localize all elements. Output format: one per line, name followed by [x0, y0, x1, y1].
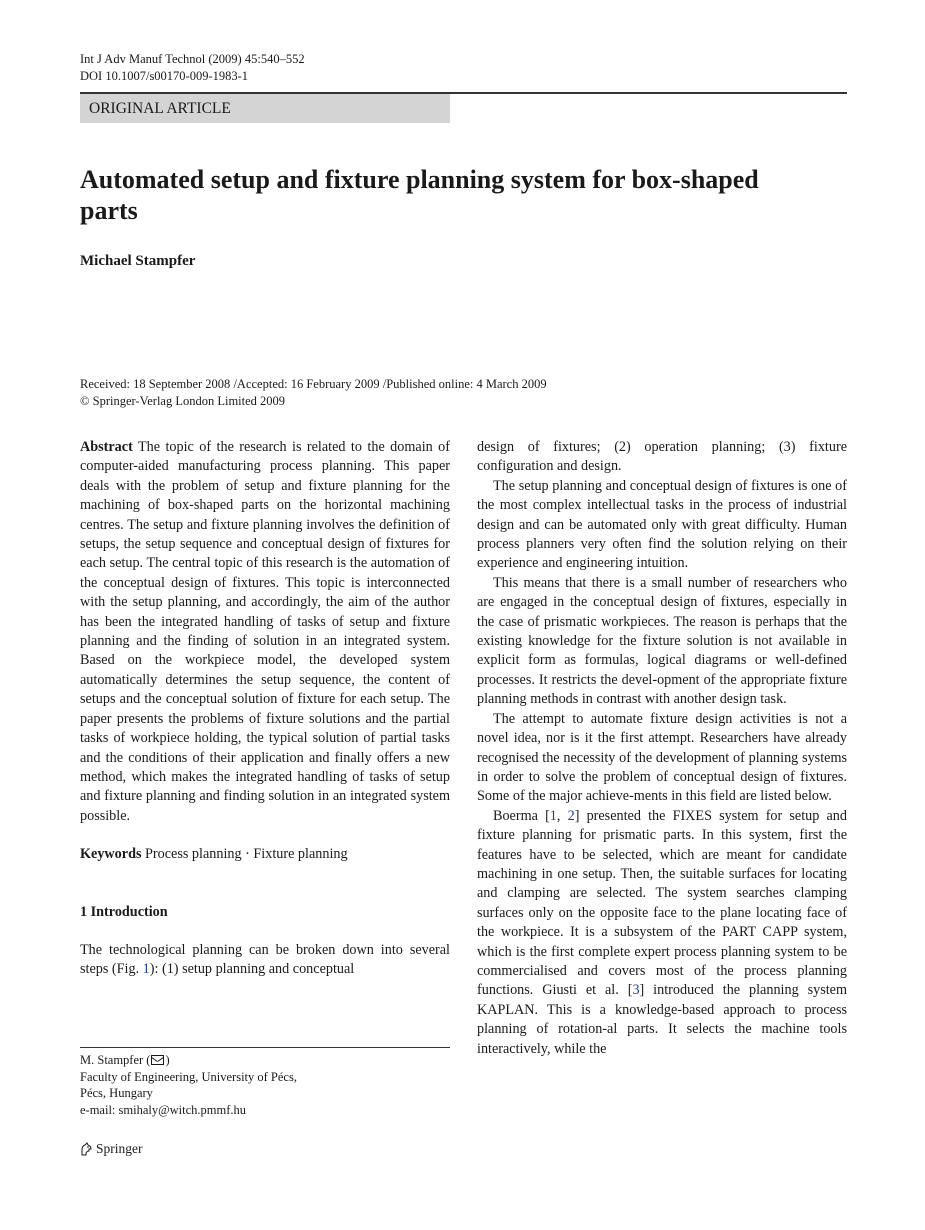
abstract	[80, 438, 450, 826]
paren: )	[165, 1053, 170, 1067]
keyword-separator: ·	[245, 846, 250, 863]
publication-dates	[80, 376, 547, 410]
author-footnote	[80, 1047, 450, 1118]
published-date: Published online: 4 March 2009	[386, 377, 547, 391]
intro-text: ] presented the FIXES system for setup and fixture planning for prismatic parts. In this system, first the features have to be selected, which are meant for candidate machining in one setup. Then, the suitable surfaces for locating and clamping are selected. The system searches clamping surfaces only on the opposite face to the plane locating face of the workpiece. It is a subsystem of the PART CAPP system, which is the first complete expert process planning system to be commercialised and covers most of the process planning functions. Giusti et al. [	[477, 807, 847, 999]
intro-paragraph-2: The setup planning and conceptual design of fixtures is one of the most complex intellectual tasks in the process of industrial design and can be automated only with great difficulty. Human process planners very often find the solution relying on their experience and engineering intuition.	[477, 477, 847, 572]
author-footnote-name: M. Stampfer (	[80, 1053, 151, 1067]
figure-reference-link[interactable]: 1	[142, 961, 150, 978]
keyword: Fixture planning	[253, 846, 348, 863]
email-envelope-icon	[151, 1055, 164, 1065]
author-name: Michael Stampfer	[80, 253, 196, 269]
section-heading-introduction: 1 Introduction	[80, 903, 168, 920]
intro-text: ] introduced the planning system KAPLAN. This is a knowledge-based approach to process planning of rotation-al parts. It selects the machine tools interactively, while the	[477, 982, 847, 1057]
keywords-label: Keywords	[80, 846, 142, 863]
intro-paragraph-1	[80, 941, 450, 980]
intro-text: ): (1) setup planning and conceptual	[149, 961, 355, 978]
springer-horse-icon	[80, 1142, 93, 1156]
intro-paragraph-3: This means that there is a small number of researchers who are engaged in the conceptual design of fixtures, especially in the case of prismatic workpieces. The reason is perhaps that the existing knowledge for the fixture solution is not available in explicit form as formulas, logical diagrams or well-defined processes. It restricts the devel-opment of the appropriate fixture planning methods in contrast with another design task.	[477, 574, 847, 708]
keyword: Process planning	[145, 846, 242, 863]
intro-text: ,	[556, 807, 568, 824]
date-separator: /	[382, 377, 387, 391]
intro-paragraph-4: The attempt to automate fixture design activities is not a novel idea, nor is it the first attempt. Researchers have already recognised the necessity of the development of planning systems in order to solve the problem of conceptual design of fixtures. Some of the major achieve-ments in this field are listed below.	[477, 710, 847, 805]
accepted-date: Accepted: 16 February 2009	[236, 377, 380, 391]
affiliation-line: Pécs, Hungary	[80, 1086, 153, 1100]
publisher-footer	[80, 1140, 143, 1158]
date-separator: /	[233, 377, 237, 391]
citation-link[interactable]: 1	[549, 807, 557, 824]
doi: DOI 10.1007/s00170-009-1983-1	[80, 69, 249, 83]
footnote-rule	[80, 1047, 450, 1048]
right-column	[477, 438, 847, 1059]
citation-link[interactable]: 2	[567, 807, 575, 824]
author-email: e-mail: smihaly@witch.pmmf.hu	[80, 1102, 246, 1117]
citation-link[interactable]: 3	[632, 982, 640, 999]
abstract-label: Abstract	[80, 439, 133, 455]
copyright-holder: Springer-Verlag London Limited 2009	[92, 394, 286, 408]
received-date: Received: 18 September 2008	[80, 377, 231, 391]
affiliation-line: Faculty of Engineering, University of Pécs,	[80, 1069, 297, 1084]
abstract-text: The topic of the research is related to the domain of computer-aided manufacturing process planning. This paper deals with the problem of setup and fixture planning for the machining of box-shaped parts on the horizontal machining centres. The setup and fixture planning involves the definition of setups, the setup sequence and conceptual design of fixtures for each setup. The central topic of this research is the automation of the conceptual design of fixtures. This topic is interconnected with the setup planning, and accordingly, the aim of the author has been the integrated handling of tasks of setup and fixture planning and the finding of solution in an integrated system. Based on the workpiece model, the developed system automatically determines the setup sequence, the content of setups and the conceptual solution of fixture for each setup. The paper presents the problems of fixture solutions and the partial tasks of workpiece holding, the typical solution of partial tasks and the conditions of their application and finally offers a new method, which makes the integrated handling of tasks of setup and fixture planning and finding solution in an integrated system possible.	[80, 439, 450, 824]
copyright-symbol: ©	[80, 394, 90, 408]
journal-citation: Int J Adv Manuf Technol (2009) 45:540–552	[80, 52, 305, 66]
keywords	[80, 845, 450, 864]
left-column	[80, 438, 450, 980]
intro-text: The technological planning can be broken down into several steps (Fig.	[80, 941, 450, 978]
article-title: Automated setup and fixture planning system for box-shaped parts	[80, 165, 759, 225]
intro-paragraph-1-continued: design of fixtures; (2) operation planning; (3) fixture configuration and design.	[477, 439, 847, 475]
intro-text: Boerma [	[493, 807, 550, 824]
article-type-banner: ORIGINAL ARTICLE	[80, 94, 450, 123]
publisher-name: Springer	[96, 1141, 143, 1156]
intro-paragraph-5	[477, 807, 847, 1059]
